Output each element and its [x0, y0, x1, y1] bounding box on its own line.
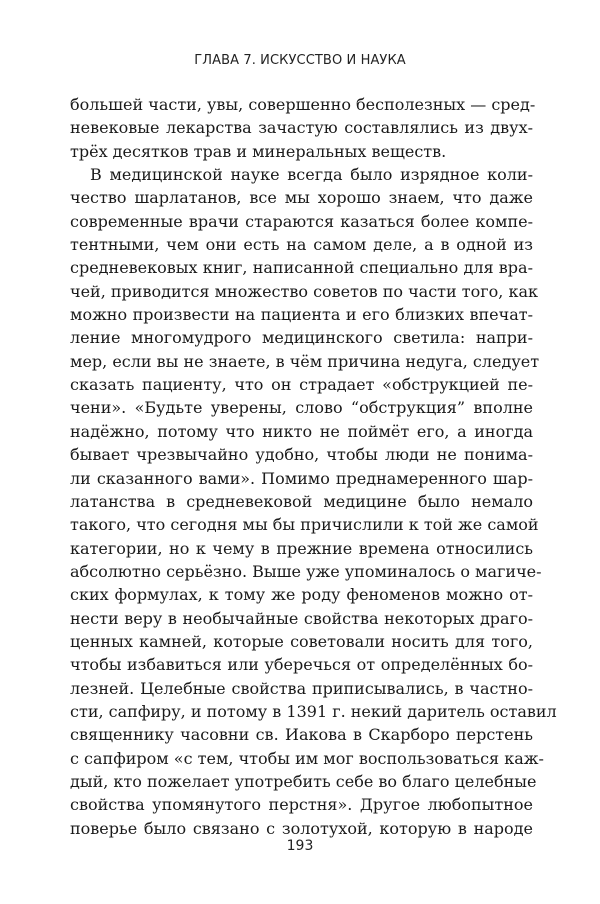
text-line: тентными, чем они есть на самом деле, а в одной из [70, 235, 533, 255]
text-line: поверье было связано с золотухой, которую в народе [70, 818, 533, 838]
text-line: лезней. Целебные свойства приписывались, в частно- [70, 678, 533, 698]
text-line: свойства упомянутого перстня». Другое любопытное [70, 795, 533, 815]
text-line: ли сказанного вами». Помимо преднамеренного шар- [70, 468, 533, 488]
page-number: 193 [286, 838, 314, 854]
text-line: священнику часовни св. Иакова в Скарборо перстень [70, 725, 533, 745]
text-line: надёжно, потому что никто не поймёт его, а иногда [70, 421, 533, 441]
body-text [70, 93, 557, 840]
text-line: бывает чрезвычайно удобно, чтобы люди не понима- [70, 445, 533, 465]
text-line: средневековых книг, написанной специально для вра- [70, 258, 533, 278]
text-line: невековые лекарства зачастую составлялись из двух- [70, 118, 533, 138]
text-line: чество шарлатанов, все мы хорошо знаем, что даже [70, 188, 533, 208]
text-line: дый, кто пожелает употребить себе во благо целебные [70, 771, 537, 791]
text-line: сказать пациенту, что он страдает «обструкцией пе- [70, 375, 533, 395]
text-line: ление многомудрого медицинского светила: напри- [70, 328, 533, 348]
text-line: ценных камней, которые советовали носить для того, [70, 631, 533, 651]
text-line: сти, сапфиру, и потому в 1391 г. некий даритель оставил [70, 701, 557, 721]
text-line: чени». «Будьте уверены, слово “обструкция” вполне [70, 398, 533, 418]
text-line: В медицинской науке всегда было изрядное коли- [90, 165, 533, 185]
running-head: ГЛАВА 7. ИСКУССТВО И НАУКА [194, 53, 406, 68]
text-line: современные врачи стараются казаться более компе- [70, 211, 533, 231]
text-line: можно произвести на пациента и его близких впечат- [70, 305, 533, 325]
text-line: нести веру в необычайные свойства некоторых драго- [70, 608, 533, 628]
text-line: такого, что сегодня мы бы причислили к той же самой [70, 515, 539, 535]
text-line: большей части, увы, совершенно бесполезных — сред- [70, 95, 536, 114]
text-line: чтобы избавиться или уберечься от определённых бо- [70, 655, 533, 675]
text-line: категории, но к чему в прежние времена относились [70, 538, 533, 558]
text-line: с сапфиром «с тем, чтобы им мог воспользоваться каж- [70, 748, 544, 768]
text-line: трёх десятков трав и минеральных веществ. [70, 141, 447, 161]
text-line: чей, приводится множество советов по части того, как [70, 281, 538, 301]
text-line: ских формулах, к тому же роду феноменов можно от- [70, 585, 533, 605]
text-line: абсолютно серьёзно. Выше уже упоминалось о магиче- [70, 561, 542, 581]
text-line: латанства в средневековой медицине было немало [70, 491, 533, 511]
text-line: мер, если вы не знаете, в чём причина недуга, следует [70, 351, 540, 371]
